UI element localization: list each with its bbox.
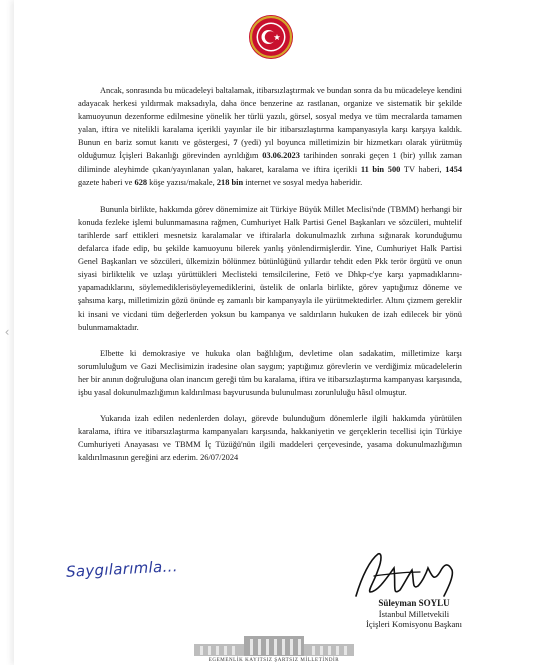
signature-icon — [348, 546, 468, 602]
letter-date: 26/07/2024 — [200, 453, 239, 463]
signer-name: Süleyman SOYLU — [378, 598, 450, 608]
paragraph-3: Elbette ki demokrasiye ve hukuka olan bağlılığım, devletime olan sadakatim, milletimize karşı sorumluluğum ve Gazi Meclisimizin iradesine olan saygım; yaptığımız görevlerin ve verdiğimiz mücadelelerin her bir anının doğruluğuna olan inancım gereği tüm bu karalama, iftira ve itibarsızlaştırma kampanyası karşısında, işbu yasal dokunulmazlığımın kaldırılması başvurusunda bulunulması zorunluluğu hâsıl olmuştur. — [78, 348, 462, 397]
previous-image-arrow[interactable]: ‹ — [4, 325, 10, 339]
tbmm-emblem-icon — [248, 14, 294, 60]
paragraph-4: Yukarıda izah edilen nedenlerden dolayı, görevde bulunduğum dönemlerle ilgili hakkımda yürütülen karalama, iftira ve itibarsızlaştırma kampanyaları karşısında, hakkaniyetin ve gerçeklerin tecellisi için Türkiye Cumhuriyeti Anayasası ve TBMM İç Tüzüğü'nün ilgili maddeleri çerçevesinde, yasama dokunulmazlığımın kaldırılmasının gereğini arz ederim. 26/07/2024 — [78, 414, 462, 463]
handwritten-greeting: Saygılarımla... — [65, 557, 179, 581]
paragraph-2: Bununla birlikte, hakkımda görev dönemimize ait Türkiye Büyük Millet Meclisi'nde (TBMM) herhangi bir konuda fezleke işlemi bulunmamasına rağmen, Cumhuriyet Halk Partisi Genel Başkanları ve sözcüleri, muhtelif tarihlerde sarf ettikleri mesnetsiz karalamalar ve iftiralarla dokunulmazlık zırhına sığınarak korunduğumu defalarca ifade edip, bu şekilde kamuoyunu bilerek yanlış yönlendirmişlerdir. Yine, Cumhuriyet Halk Partisi Genel Başkanları ve sözcüleri, ülkemizin bölünmez bütünlüğünü yıllardır tehdit eden Pkk terör örgütü ve onun siyasi birliktelik ve uzlaşı yürüttükleri Meclisteki temsilcilerine, Fetö ve Dhkp-c'ye karşı yapmadıklarını-yapamadıklarını, söylemediklerisöyleyemediklerini, üstelik de onlarla birlikte, görev yaptığımız döneme ve şahsıma karşı, milletimizin gözü önünde eş zamanlı bir kampanyayla ile yürütmektedirler. Altını çizmem gereklir ki insani ve vicdani tüm değerlerden yoksun bu kampanya ve saldırıların hukuken de izah edilecek bir yönü bulunmamaktadır. — [78, 204, 462, 332]
signer-title-2: İçişleri Komisyonu Başkanı — [366, 619, 462, 630]
paragraph-1: Ancak, sonrasında bu mücadeleyi baltalamak, itibarsızlaştırmak ve bundan sonra da bu mücadeleye kendini adayacak herkesi yıldırmak maksadıyla, daha önce benzerine az rastlanan, organize ve sistematik bir şekilde kamuoyunun dezenforme edilmesine yönelik her türlü yazılı, görsel, sosyal medya ve tüm mecralarda tamamen yalan, iftira ve nitelikli karalama içerikli yayınlar ile bir itibarsızlaştırma kampanyasıyla karşı karşıya kaldık. Bunun en bariz somut kanıtı ve göstergesi, 7 (yedi) yıl boyunca milletimizin bir hizmetkarı olarak yürütmüş olduğumuz İçişleri Bakanlığı görevinden ayrıldığım 03.06.2023 tarihinden sonraki geçen 1 (bir) yıllık zaman diliminde aleyhimde çıkan/yayınlanan yalan, hakaret, karalama ve iftira içerikli 11 bin 500 TV haberi, 1454 gazete haberi ve 628 köşe yazısı/makale, 218 bin internet ve sosyal medya haberidir. — [78, 86, 462, 187]
footer-motto: EGEMENLİK KAYITSIZ ŞARTSIZ MİLLETİNDİR — [208, 658, 340, 663]
signer-title-1: İstanbul Milletvekili — [378, 608, 450, 619]
signer-block — [344, 598, 484, 630]
letter-body — [78, 84, 462, 477]
parliament-building-icon — [184, 630, 364, 658]
